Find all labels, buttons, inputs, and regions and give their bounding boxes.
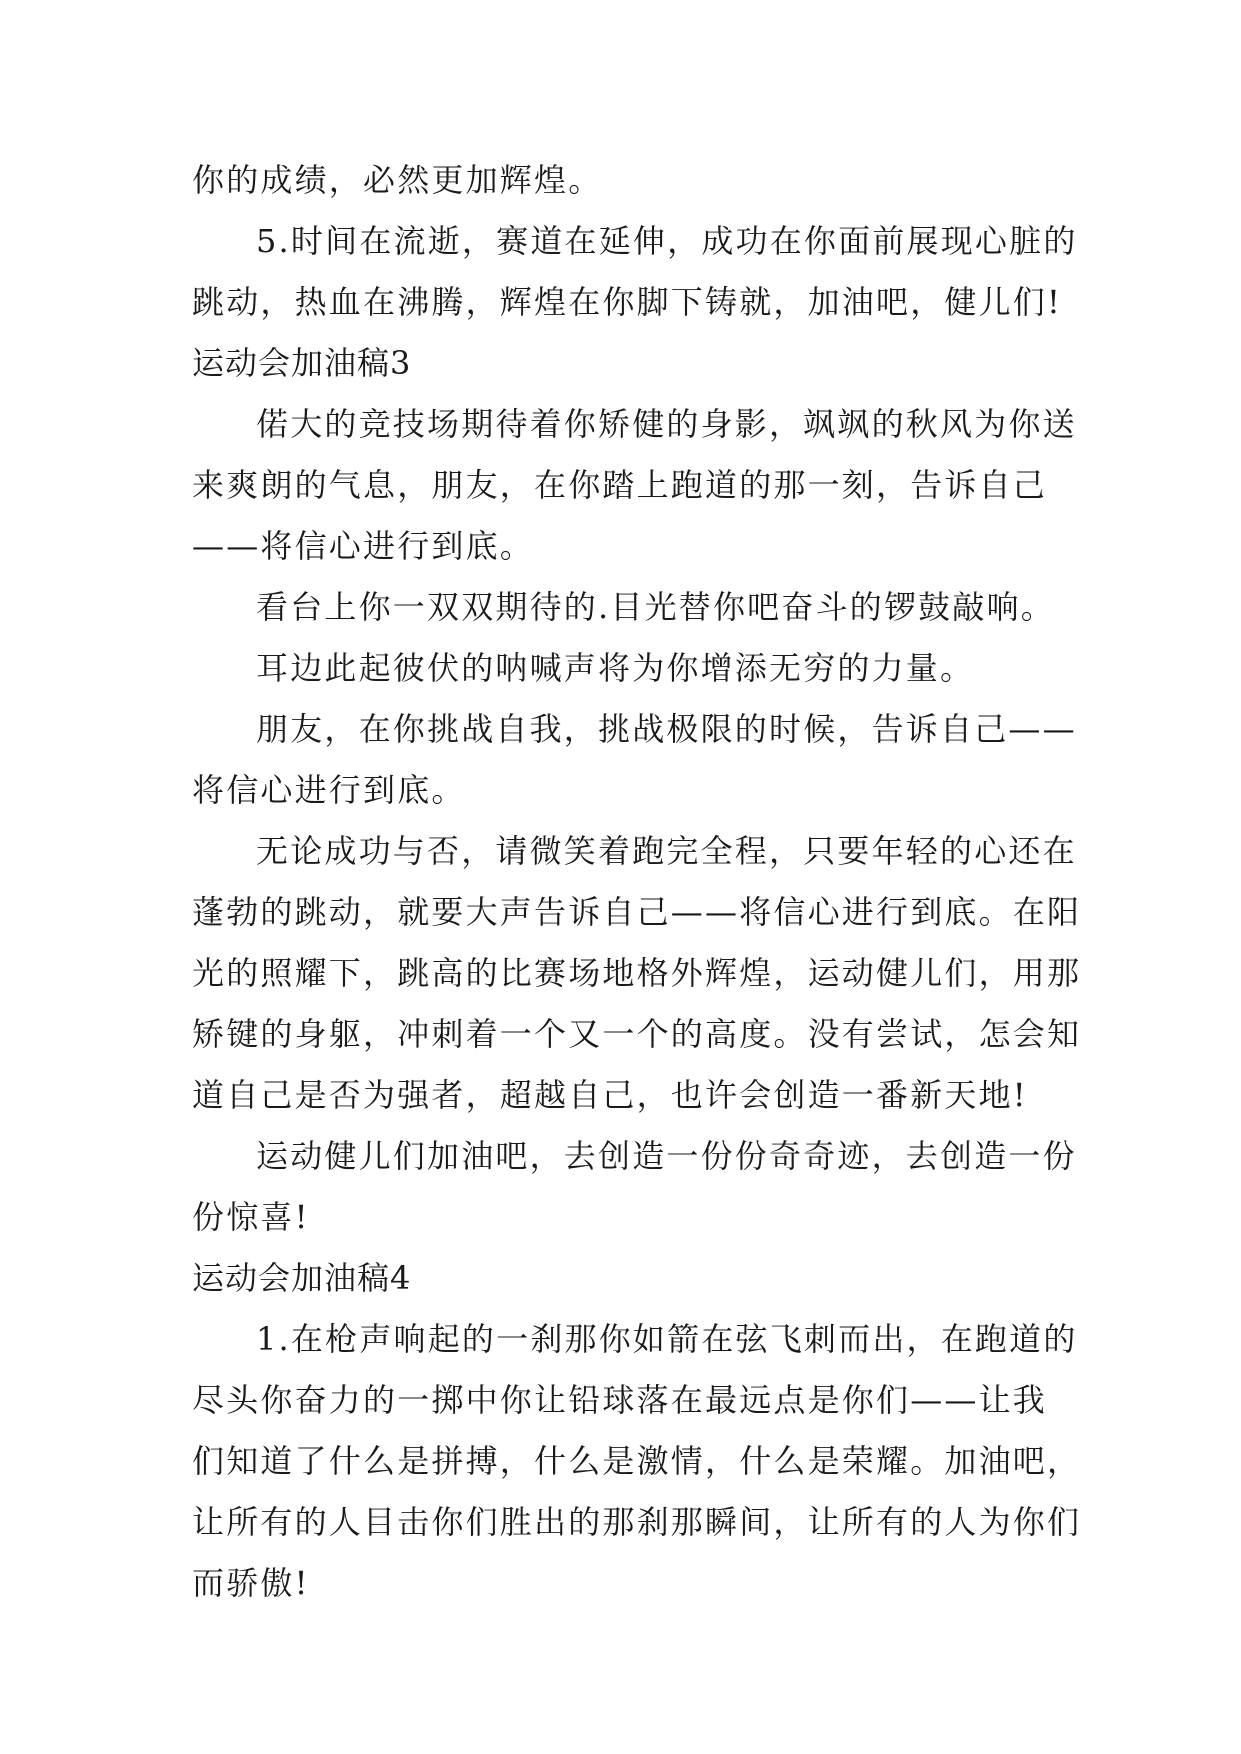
paragraph-line: 将信心进行到底。 [192, 771, 466, 809]
paragraph-line: ——将信心进行到底。 [192, 527, 535, 565]
paragraph-line: 蓬勃的跳动，就要大声告诉自己——将信心进行到底。在阳 [192, 893, 1082, 931]
paragraph-line: 道自己是否为强者，超越自己，也许会创造一番新天地! [192, 1076, 1028, 1114]
paragraph-line: 看台上你一双双期待的.目光替你吧奋斗的锣鼓敲响。 [256, 588, 1055, 626]
paragraph-line: 而骄傲! [192, 1564, 310, 1602]
section-heading: 运动会加油稿3 [192, 344, 412, 382]
paragraph-line: 光的照耀下，跳高的比赛场地格外辉煌，运动健儿们，用那 [192, 954, 1082, 992]
paragraph-line: 们知道了什么是拼搏，什么是激情，什么是荣耀。加油吧， [192, 1442, 1082, 1480]
paragraph-line: 你的成绩，必然更加辉煌。 [192, 161, 603, 199]
paragraph-line: 来爽朗的气息，朋友，在你踏上跑道的那一刻，告诉自己 [192, 466, 1048, 504]
paragraph-line: 矫键的身躯，冲刺着一个又一个的高度。没有尝试，怎会知 [192, 1015, 1082, 1053]
paragraph-line: 5.时间在流逝，赛道在延伸，成功在你面前展现心脏的 [256, 222, 1078, 260]
section-heading: 运动会加油稿4 [192, 1259, 412, 1297]
paragraph-line: 运动健儿们加油吧，去创造一份份奇奇迹，去创造一份 [256, 1137, 1077, 1175]
paragraph-line: 跳动，热血在沸腾，辉煌在你脚下铸就，加油吧，健儿们! [192, 283, 1063, 321]
paragraph-line: 偌大的竞技场期待着你矫健的身影，飒飒的秋风为你送 [256, 405, 1077, 443]
paragraph-line: 耳边此起彼伏的呐喊声将为你增添无穷的力量。 [256, 649, 975, 687]
paragraph-line: 让所有的人目击你们胜出的那刹那瞬间，让所有的人为你们 [192, 1503, 1082, 1541]
document-body [192, 150, 1082, 1614]
paragraph-line: 朋友，在你挑战自我，挑战极限的时候，告诉自己—— [256, 710, 1077, 748]
paragraph-line: 份惊喜! [192, 1198, 310, 1236]
paragraph-line: 尽头你奋力的一掷中你让铅球落在最远点是你们——让我 [192, 1381, 1048, 1419]
paragraph-line: 无论成功与否，请微笑着跑完全程，只要年轻的心还在 [256, 832, 1077, 870]
paragraph-line: 1.在枪声响起的一刹那你如箭在弦飞刺而出，在跑道的 [256, 1320, 1078, 1358]
